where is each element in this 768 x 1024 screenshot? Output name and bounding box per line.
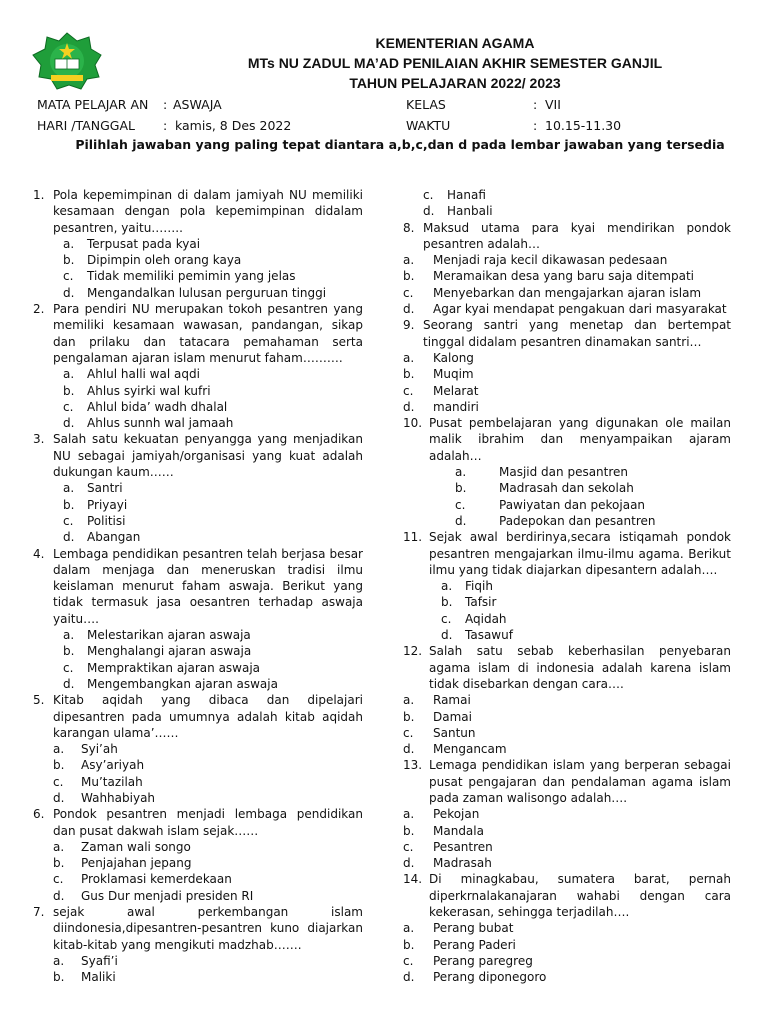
option-text: Menghalangi ajaran aswaja [87, 644, 252, 659]
date-value: kamis, 8 Des 2022 [175, 118, 292, 133]
option-letter: b. [53, 856, 65, 871]
date-label: HARI /TANGGAL [37, 118, 135, 133]
option-text: Santun [433, 725, 476, 740]
option-letter: c. [53, 774, 64, 789]
question-number: 3. [33, 432, 45, 447]
kemenag-logo [31, 31, 103, 93]
option-text: Damai [433, 709, 472, 724]
answer-option [403, 969, 731, 985]
question-number: 4. [33, 546, 45, 561]
question-number: 6. [33, 807, 45, 822]
question [403, 317, 731, 350]
answer-option [403, 823, 731, 839]
question-number: 14. [403, 872, 423, 887]
option-letter: a. [403, 350, 415, 365]
question-text: Pusat pembelajaran yang digunakan ole mailan malik ibrahim dan menyampaikan ajaram adalah… [429, 416, 731, 463]
class-label: KELAS [406, 97, 446, 112]
option-letter: a. [455, 465, 467, 480]
option-text: Mengandalkan lulusan perguruan tinggi [87, 285, 327, 300]
answer-option [403, 383, 731, 399]
question-number: 7. [33, 905, 45, 920]
option-text: Proklamasi kemerdekaan [81, 872, 232, 887]
answer-option [33, 268, 363, 284]
answer-option [403, 937, 731, 953]
question-text: Kitab aqidah yang dibaca dan dipelajari dipesantren pada umumnya adalah kitab aqidah karangan ulama’…… [53, 693, 363, 740]
option-letter: a. [63, 628, 75, 643]
option-text: Perang diponegoro [433, 970, 547, 985]
right-column [403, 187, 731, 986]
answer-option [403, 611, 731, 627]
answer-option [403, 709, 731, 725]
question-text: Lemaga pendidikan islam yang berperan sebagai pusat pengajaran dan pendalaman agama islam pada zaman walisongo adalah…. [429, 758, 731, 805]
time-value: 10.15-11.30 [545, 118, 622, 133]
question-text: Di minagkabau, sumatera barat, pernah diperkrnalakanajaran wahabi dengan cara kekerasan, sehingga terjadilah…. [429, 872, 731, 920]
option-text: Fiqih [465, 579, 493, 594]
option-text: Syafi’i [81, 953, 118, 968]
answer-option [403, 692, 731, 708]
answer-option [33, 399, 363, 415]
option-letter: d. [53, 888, 65, 903]
answer-option [403, 203, 731, 219]
option-text: Aqidah [465, 611, 507, 626]
option-text: Mengancam [433, 742, 507, 757]
answer-option [33, 855, 363, 871]
answer-option [403, 855, 731, 871]
answer-option [33, 497, 363, 513]
option-letter: d. [455, 513, 467, 528]
option-letter: a. [53, 953, 65, 968]
option-text: Asy’ariyah [81, 758, 145, 773]
option-text: Tasawuf [465, 628, 513, 643]
answer-option [33, 383, 363, 399]
question [33, 806, 363, 839]
option-letter: a. [403, 693, 415, 708]
option-text: Tidak memiliki pemimin yang jelas [87, 269, 296, 284]
option-text: Ahlus sunnh wal jamaah [87, 416, 234, 431]
option-letter: a. [63, 481, 75, 496]
option-text: Tafsir [465, 595, 497, 610]
answer-option [403, 350, 731, 366]
academic-year: TAHUN PELAJARAN 2022/ 2023 [349, 75, 561, 91]
date-separator: : [163, 118, 168, 133]
answer-option [33, 643, 363, 659]
question-number: 5. [33, 693, 45, 708]
answer-option [403, 187, 731, 203]
option-text: Perang paregreg [433, 953, 533, 968]
question-number: 11. [403, 530, 423, 545]
option-letter: a. [403, 921, 415, 936]
option-text: Ahlus syirki wal kufri [87, 383, 211, 398]
question-number: 8. [403, 220, 415, 235]
option-letter: c. [63, 399, 74, 414]
answer-option [33, 660, 363, 676]
option-text: Pesantren [433, 839, 493, 854]
answer-option [403, 366, 731, 382]
option-letter: c. [53, 872, 64, 887]
option-text: Abangan [87, 530, 141, 545]
option-letter: c. [403, 725, 414, 740]
question [403, 643, 731, 692]
answer-option [33, 741, 363, 757]
left-column [33, 187, 363, 986]
option-letter: b. [403, 709, 415, 724]
question-text: Pondok pesantren menjadi lembaga pendidikan dan pusat dakwah islam sejak…… [53, 807, 363, 838]
question-text: Pola kepemimpinan di dalam jamiyah NU memiliki kesamaan dengan pola kepemimpinan didalam pesantren, yaitu…….. [53, 188, 363, 235]
question [403, 529, 731, 578]
option-text: Madrasah [433, 856, 492, 871]
answer-option [403, 513, 731, 529]
question [33, 904, 363, 953]
question-text: Lembaga pendidikan pesantren telah berjasa besar dalam menjaga dan meneruskan tradisi ilmu keislaman menurut faham aswaja. Berikut yang tidak termasuk jasa oesantren terhadap aswaja yaitu…. [53, 546, 363, 626]
option-text: Santri [87, 481, 123, 496]
option-letter: b. [403, 367, 415, 382]
question [33, 692, 363, 741]
subject-label: MATA PELAJAR AN [37, 97, 149, 112]
answer-option [33, 969, 363, 985]
answer-option [33, 888, 363, 904]
answer-option [403, 594, 731, 610]
answer-option [33, 415, 363, 431]
answer-option [403, 839, 731, 855]
option-letter: d. [63, 416, 75, 431]
option-letter: d. [63, 530, 75, 545]
question [33, 187, 363, 236]
option-letter: b. [455, 481, 467, 496]
option-letter: c. [403, 839, 414, 854]
answer-option [33, 757, 363, 773]
option-letter: b. [63, 253, 75, 268]
option-letter: c. [403, 383, 414, 398]
class-separator: : [533, 97, 538, 112]
question-text: Salah satu kekuatan penyangga yang menjadikan NU sebagai jamiyah/organisasi yang kuat adalah dukungan kaum…… [53, 432, 363, 480]
option-letter: b. [53, 758, 65, 773]
option-text: Melestarikan ajaran aswaja [87, 628, 251, 643]
subject-separator: : [163, 97, 168, 112]
option-text: Terpusat pada kyai [87, 236, 201, 251]
question [33, 301, 363, 366]
option-letter: c. [63, 269, 74, 284]
option-text: Kalong [433, 350, 474, 365]
option-letter: a. [63, 367, 75, 382]
option-letter: c. [63, 513, 74, 528]
option-letter: b. [441, 595, 453, 610]
option-text: Dipimpin oleh orang kaya [87, 253, 242, 268]
option-text: Penjajahan jepang [81, 856, 192, 871]
answer-option [403, 741, 731, 757]
option-text: Priyayi [87, 497, 128, 512]
answer-option [33, 236, 363, 252]
option-letter: d. [403, 856, 415, 871]
option-letter: b. [63, 497, 75, 512]
answer-option [403, 480, 731, 496]
option-letter: b. [403, 269, 415, 284]
question [403, 220, 731, 253]
option-text: Ahlul bida’ wadh dhalal [87, 399, 228, 414]
option-text: Madrasah dan sekolah [499, 481, 634, 496]
answer-option [403, 953, 731, 969]
answer-option [33, 252, 363, 268]
option-letter: a. [53, 839, 65, 854]
question-text: Para pendiri NU merupakan tokoh pesantren yang memiliki kesamaan wawasan, pandangan, sikap dan prilaku dan tatacara pemahaman serta pengalaman ajaran islam menurut faham………. [53, 302, 363, 365]
option-text: Mengembangkan ajaran aswaja [87, 676, 278, 691]
question-text: Salah satu sebab keberhasilan penyebaran agama islam di indonesia adalah karena islam tidak disebarkan dengan cara…. [429, 644, 731, 691]
answer-option [33, 480, 363, 496]
option-text: Ramai [433, 693, 471, 708]
answer-option [403, 497, 731, 513]
answer-option [33, 676, 363, 692]
option-text: Melarat [433, 383, 479, 398]
option-letter: b. [403, 937, 415, 952]
option-letter: c. [63, 660, 74, 675]
option-text: mandiri [433, 399, 479, 414]
answer-option [403, 268, 731, 284]
option-text: Muqim [433, 367, 474, 382]
option-letter: d. [403, 742, 415, 757]
option-letter: a. [403, 253, 415, 268]
option-text: Meramaikan desa yang baru saja ditempati [433, 269, 694, 284]
option-text: Maliki [81, 970, 116, 985]
option-letter: d. [63, 676, 75, 691]
question [33, 546, 363, 627]
question-number: 2. [33, 302, 45, 317]
answer-option [403, 627, 731, 643]
option-text: Perang bubat [433, 921, 514, 936]
answer-option [403, 806, 731, 822]
option-letter: d. [441, 628, 453, 643]
option-letter: b. [63, 644, 75, 659]
option-letter: d. [53, 790, 65, 805]
option-text: Pawiyatan dan pekojaan [499, 497, 646, 512]
option-text: Menyebarkan dan mengajarkan ajaran islam [433, 285, 702, 300]
option-text: Mempraktikan ajaran aswaja [87, 660, 261, 675]
question-number: 1. [33, 188, 45, 202]
option-letter: d. [403, 302, 415, 317]
time-separator: : [533, 118, 538, 133]
ministry-title: KEMENTERIAN AGAMA [375, 35, 535, 51]
answer-option [33, 871, 363, 887]
answer-option [33, 839, 363, 855]
option-letter: d. [403, 399, 415, 414]
option-text: Syi’ah [81, 742, 118, 757]
option-text: Padepokan dan pesantren [499, 513, 656, 528]
question-text: Seorang santri yang menetap dan bertempat tinggal didalam pesantren dinamakan santri… [423, 318, 731, 349]
question-number: 10. [403, 416, 423, 431]
option-text: Masjid dan pesantren [499, 465, 629, 480]
option-text: Wahhabiyah [81, 790, 156, 805]
question [33, 431, 363, 480]
question-number: 13. [403, 758, 423, 773]
option-letter: d. [63, 285, 75, 300]
answer-option [33, 366, 363, 382]
option-letter: a. [441, 579, 453, 594]
time-label: WAKTU [406, 118, 451, 133]
class-value: VII [545, 97, 561, 112]
option-letter: c. [403, 953, 414, 968]
option-text: Zaman wali songo [81, 839, 191, 854]
subject-value: ASWAJA [173, 97, 222, 112]
option-letter: b. [63, 383, 75, 398]
option-letter: a. [63, 236, 75, 251]
question-text: Sejak awal berdirinya,secara istiqamah pondok pesantren mengajarkan ilmu-ilmu agama. Berikut ilmu yang tidak diajarkan dipesantern adalah…. [429, 530, 731, 577]
answer-option [403, 578, 731, 594]
option-text: Gus Dur menjadi presiden RI [81, 888, 254, 903]
option-text: Ahlul halli wal aqdi [87, 367, 200, 382]
option-letter: a. [53, 742, 65, 757]
instruction: Pilihlah jawaban yang paling tepat diantara a,b,c,dan d pada lembar jawaban yang tersedia [75, 137, 725, 152]
option-letter: c. [441, 611, 452, 626]
school-exam-title: MTs NU ZADUL MA’AD PENILAIAN AKHIR SEMESTER GANJIL [247, 55, 663, 71]
answer-option [403, 399, 731, 415]
option-text: Agar kyai mendapat pengakuan dari masyarakat [433, 302, 727, 317]
option-text: Hanbali [447, 204, 493, 219]
answer-option [33, 627, 363, 643]
answer-option [403, 464, 731, 480]
option-text: Perang Paderi [433, 937, 516, 952]
answer-option [403, 285, 731, 301]
answer-option [33, 529, 363, 545]
question-number: 12. [403, 644, 423, 659]
answer-option [403, 301, 731, 317]
option-letter: c. [455, 497, 466, 512]
answer-option [403, 725, 731, 741]
answer-option [33, 774, 363, 790]
option-text: Mandala [433, 823, 484, 838]
question-text: Maksud utama para kyai mendirikan pondok pesantren adalah… [423, 220, 731, 251]
option-letter: d. [403, 970, 415, 985]
option-letter: b. [53, 970, 65, 985]
question [403, 871, 731, 920]
answer-option [33, 513, 363, 529]
option-text: Menjadi raja kecil dikawasan pedesaan [433, 253, 668, 268]
option-text: Politisi [87, 513, 126, 528]
option-letter: d. [423, 204, 435, 219]
answer-option [403, 252, 731, 268]
question-text: sejak awal perkembangan islam diindonesia,dipesantren-pesantren kuno diajarkan kitab-kitab yang mengikuti madzhab……. [53, 905, 363, 952]
option-letter: c. [423, 188, 434, 202]
option-letter: c. [403, 285, 414, 300]
answer-option [33, 953, 363, 969]
option-text: Hanafi [447, 188, 486, 202]
option-letter: b. [403, 823, 415, 838]
question [403, 757, 731, 806]
option-letter: a. [403, 807, 415, 822]
answer-option [33, 790, 363, 806]
answer-option [403, 920, 731, 936]
option-text: Pekojan [433, 807, 480, 822]
answer-option [33, 285, 363, 301]
question-number: 9. [403, 318, 415, 333]
question [403, 415, 731, 464]
option-text: Mu’tazilah [81, 774, 143, 789]
